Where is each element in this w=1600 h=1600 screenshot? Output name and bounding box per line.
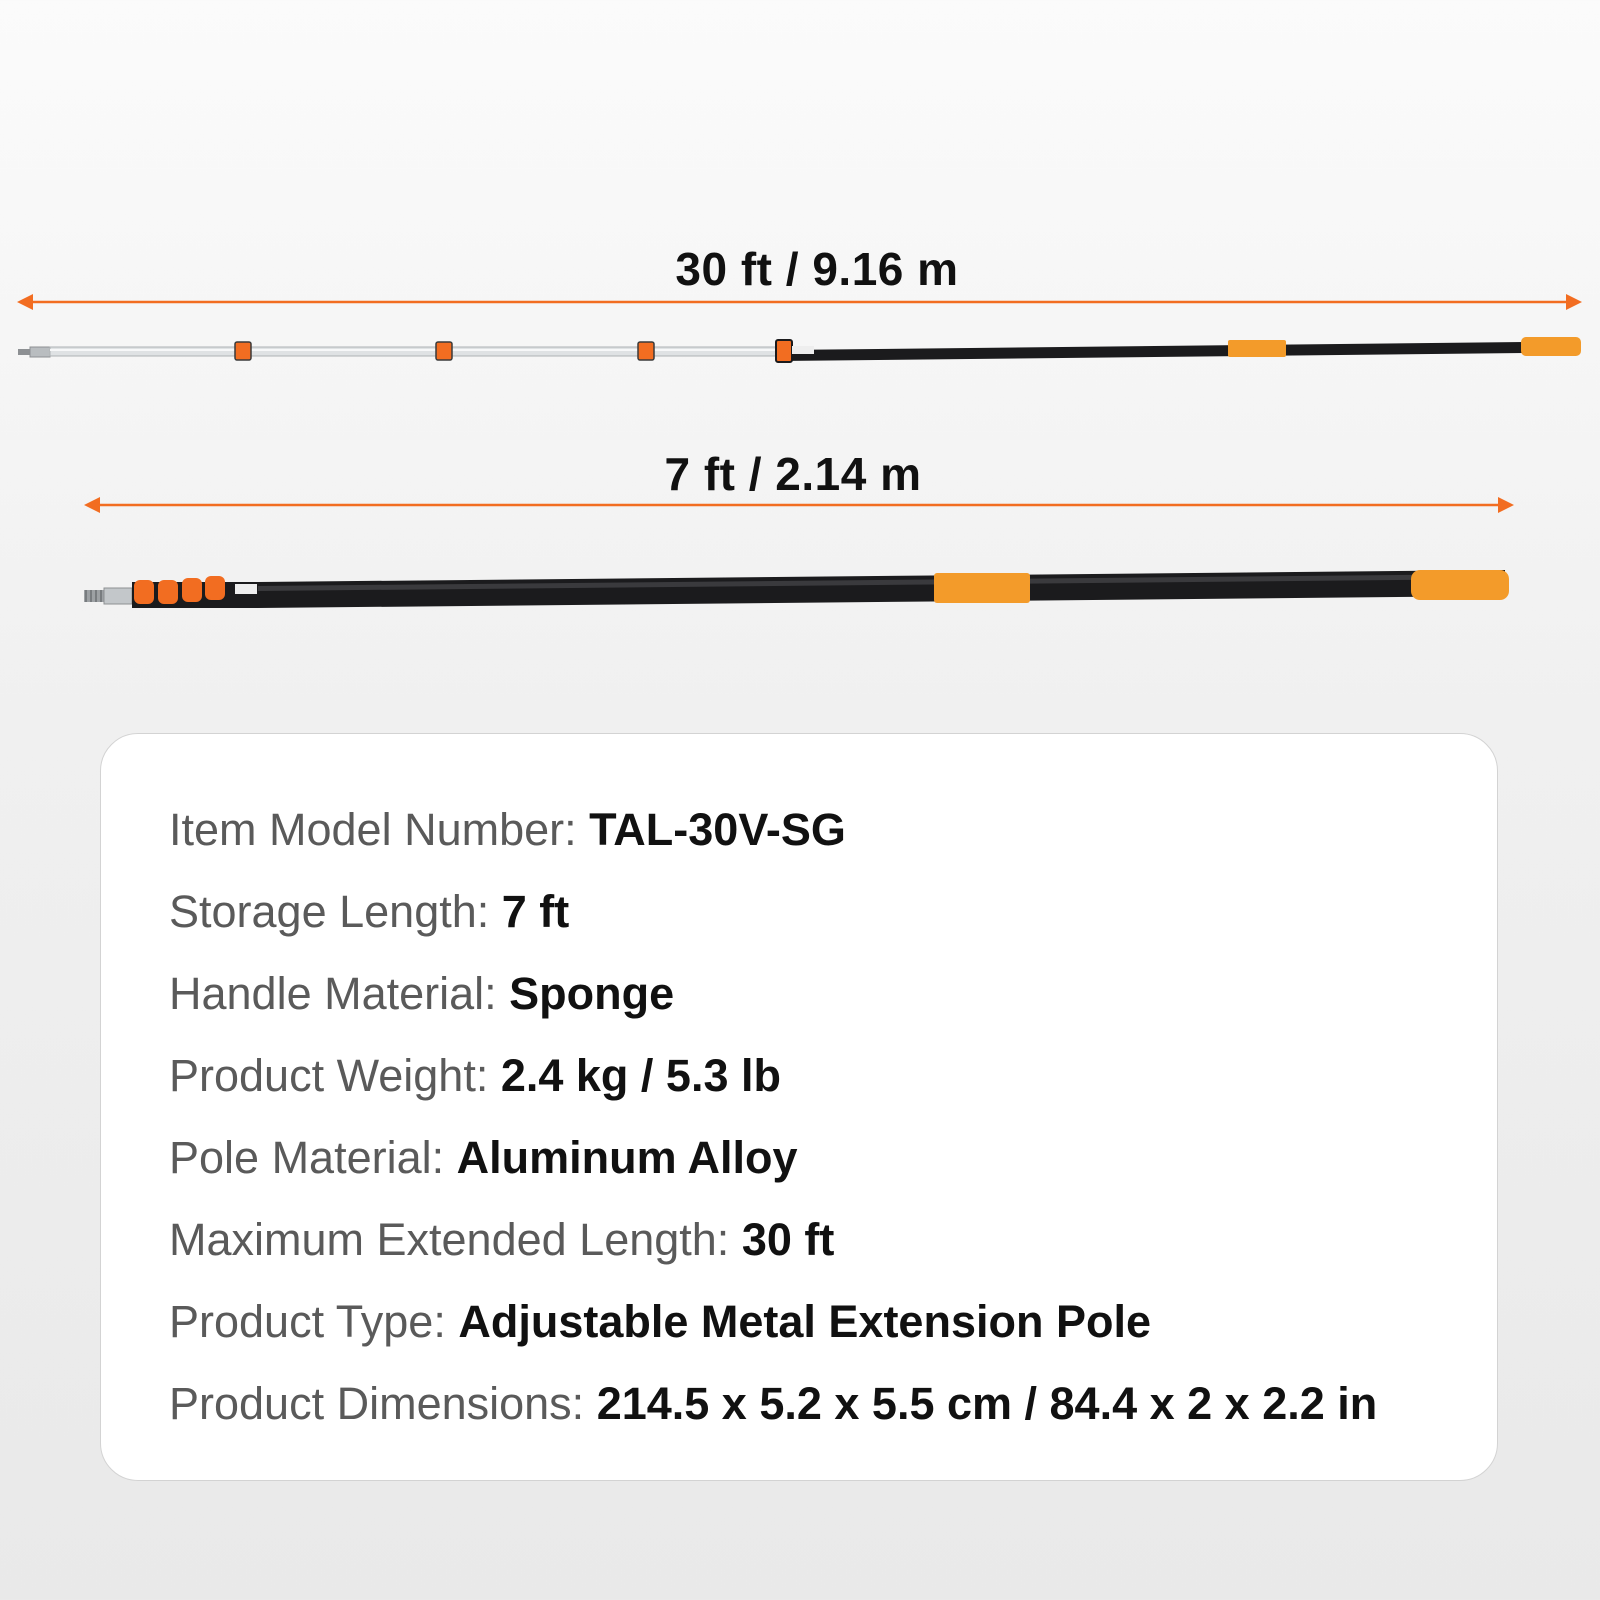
spec-value: Adjustable Metal Extension Pole [458, 1296, 1151, 1347]
spec-value: 214.5 x 5.2 x 5.5 cm / 84.4 x 2 x 2.2 in [596, 1378, 1378, 1429]
spec-value: TAL-30V-SG [589, 804, 846, 855]
spec-value: Aluminum Alloy [456, 1132, 798, 1183]
lock-clip [436, 342, 452, 360]
lock-clip [158, 580, 178, 604]
spec-row-product-type [169, 1281, 1377, 1363]
spec-label: Maximum Extended Length: [169, 1214, 742, 1265]
storage-length-label: 7 ft / 2.14 m [664, 448, 922, 500]
spec-row-max-extended-length [169, 1199, 1377, 1281]
spec-row-handle-material [169, 953, 1377, 1035]
spec-label: Product Weight: [169, 1050, 501, 1101]
spec-row-product-dimensions [169, 1363, 1377, 1445]
lock-clip [182, 578, 202, 602]
extended-length-label: 30 ft / 9.16 m [675, 243, 959, 295]
mid-grip [934, 573, 1030, 603]
pole-illustration [0, 0, 1600, 700]
spec-value: 7 ft [501, 886, 570, 937]
spec-label: Product Dimensions: [169, 1378, 597, 1429]
spec-row-model-number [169, 789, 1377, 871]
end-grip [1411, 570, 1509, 600]
lock-clip [235, 342, 251, 360]
lock-clip [134, 580, 154, 604]
extended-length-arrow [17, 294, 1582, 310]
spec-value: Sponge [509, 968, 675, 1019]
spec-label: Pole Material: [169, 1132, 457, 1183]
spec-label: Handle Material: [169, 968, 510, 1019]
collapsed-pole [84, 570, 1509, 608]
spec-label: Product Type: [169, 1296, 459, 1347]
lock-clip [638, 342, 654, 360]
spec-list [169, 789, 1377, 1445]
spec-label: Item Model Number: [169, 804, 590, 855]
spec-label: Storage Length: [169, 886, 502, 937]
spec-row-pole-material [169, 1117, 1377, 1199]
mid-grip [1228, 340, 1286, 357]
extended-pole [18, 337, 1581, 362]
spec-card [100, 733, 1498, 1481]
spec-row-storage-length [169, 871, 1377, 953]
spec-value: 30 ft [741, 1214, 835, 1265]
spec-value: 2.4 kg / 5.3 lb [500, 1050, 781, 1101]
lock-clip [205, 576, 225, 600]
end-grip [1521, 337, 1581, 356]
spec-row-product-weight [169, 1035, 1377, 1117]
